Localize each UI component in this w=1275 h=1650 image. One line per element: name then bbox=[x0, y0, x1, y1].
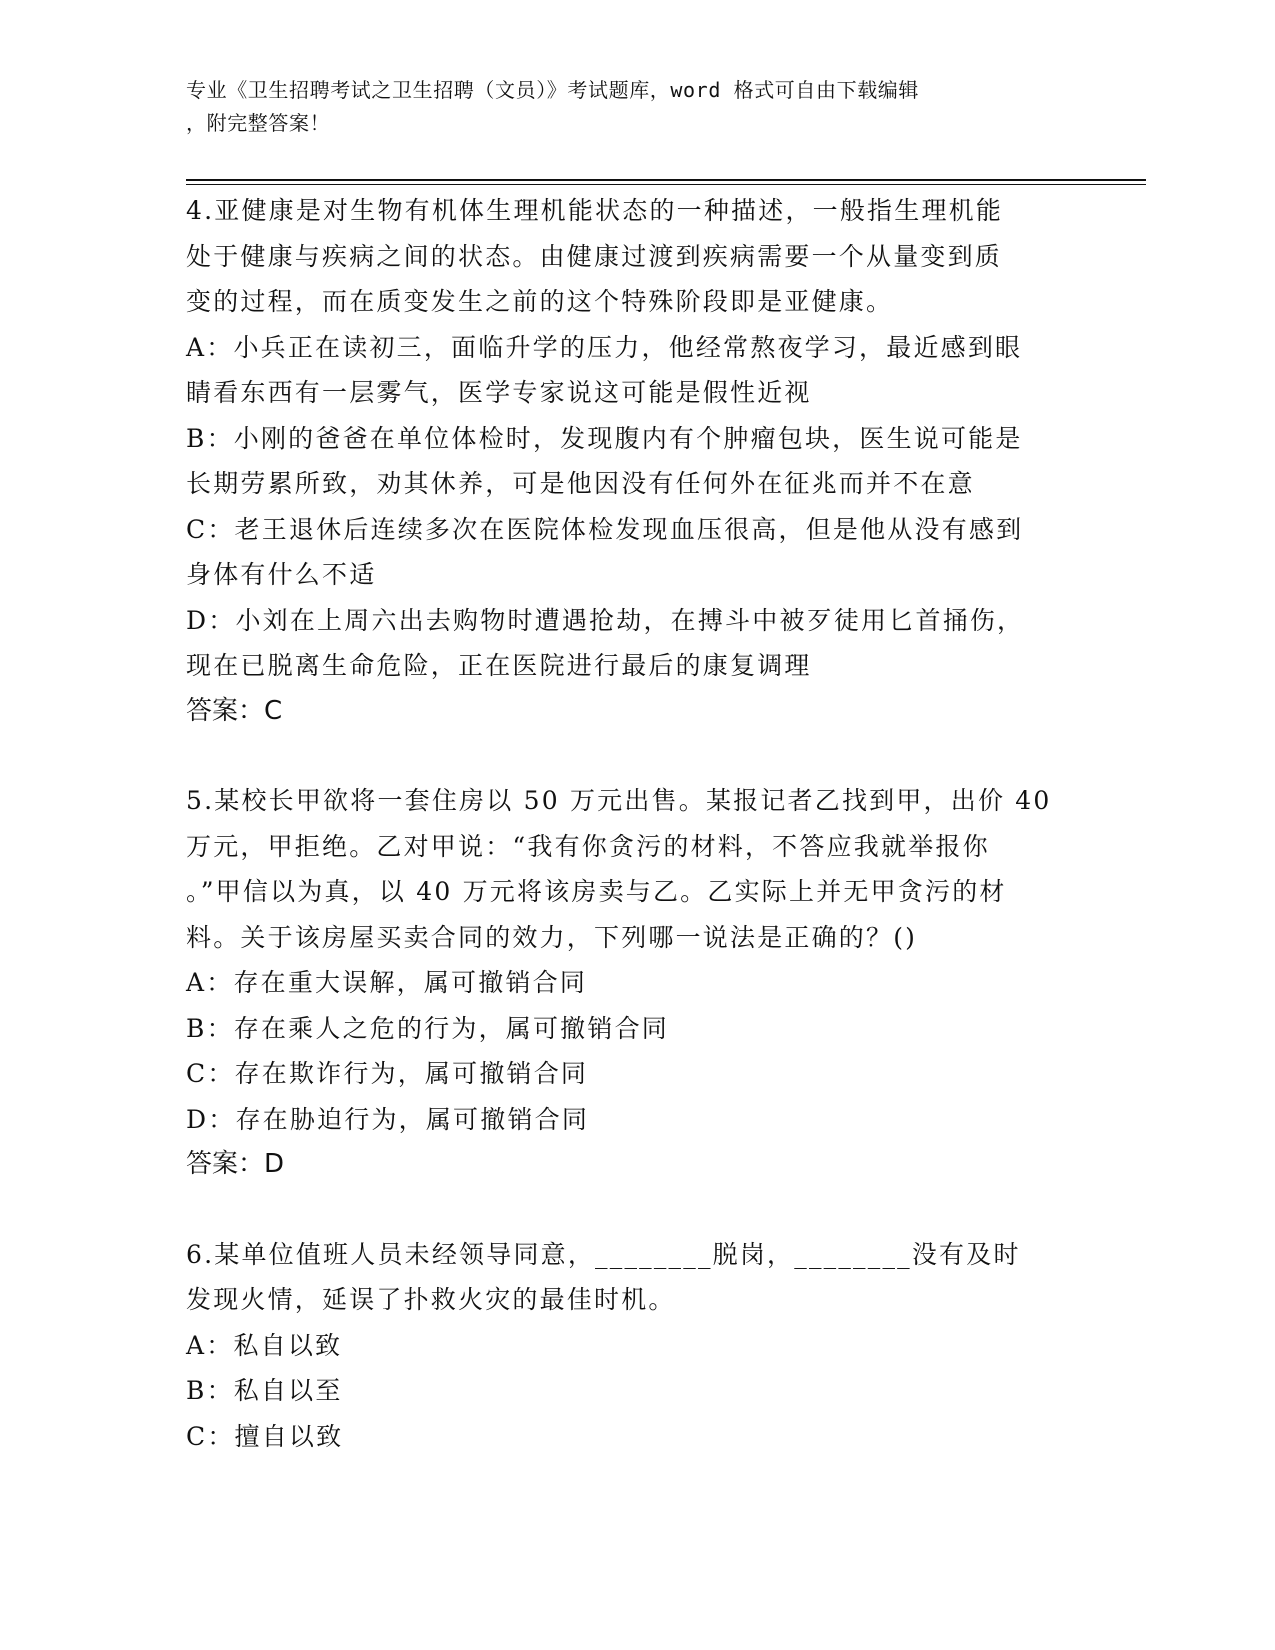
header-line: 专业《卫生招聘考试之卫生招聘（文员）》考试题库，word 格式可自由下载编辑 bbox=[186, 78, 920, 102]
option-d: D：小刘在上周六出去购物时遭遇抢劫，在搏斗中被歹徒用匕首捅伤， bbox=[186, 605, 1025, 635]
option-b: 长期劳累所致，劝其休养，可是他因没有任何外在征兆而并不在意 bbox=[186, 469, 975, 498]
option-c: 身体有什么不适 bbox=[186, 560, 377, 589]
question-stem: 发现火情，延误了扑救火灾的最佳时机。 bbox=[186, 1285, 676, 1314]
option-b: B：小刚的爸爸在单位体检时，发现腹内有个肿瘤包块，医生说可能是 bbox=[186, 423, 1023, 453]
option-c: C：擅自以致 bbox=[186, 1421, 344, 1451]
header-divider-thin bbox=[186, 184, 1146, 185]
question-stem: 变的过程，而在质变发生之前的这个特殊阶段即是亚健康。 bbox=[186, 287, 894, 316]
answer: 答案：C bbox=[186, 695, 283, 726]
question-stem: 。”甲信以为真，以 40 万元将该房卖与乙。乙实际上并无甲贪污的材 bbox=[186, 877, 1007, 906]
option-a: A：小兵正在读初三，面临升学的压力，他经常熬夜学习，最近感到眼 bbox=[186, 332, 1023, 362]
header-line: ，附完整答案！ bbox=[186, 111, 331, 135]
question-4 bbox=[186, 188, 1086, 734]
question-6 bbox=[186, 1232, 1086, 1460]
question-stem: 4.亚健康是对生物有机体生理机能状态的一种描述，一般指生理机能 bbox=[186, 196, 1004, 225]
option-b: B：存在乘人之危的行为，属可撤销合同 bbox=[186, 1013, 669, 1043]
option-b: B：私自以至 bbox=[186, 1376, 343, 1405]
answer: 答案：D bbox=[186, 1149, 285, 1179]
option-a: A：存在重大误解，属可撤销合同 bbox=[186, 968, 588, 997]
question-stem: 万元，甲拒绝。乙对甲说：“我有你贪污的材料，不答应我就举报你 bbox=[186, 831, 990, 861]
document-header bbox=[186, 74, 1086, 140]
option-d: 现在已脱离生命危险，正在医院进行最后的康复调理 bbox=[186, 651, 812, 680]
option-c: C：存在欺诈行为，属可撤销合同 bbox=[186, 1059, 589, 1088]
option-c: C：老王退休后连续多次在医院体检发现血压很高，但是他从没有感到 bbox=[186, 514, 1024, 544]
header-divider bbox=[186, 179, 1146, 181]
option-d: D：存在胁迫行为，属可撤销合同 bbox=[186, 1104, 590, 1134]
option-a: A：私自以致 bbox=[186, 1330, 343, 1360]
question-stem: 5.某校长甲欲将一套住房以 50 万元出售。某报记者乙找到甲，出价 40 bbox=[186, 786, 1052, 815]
question-list bbox=[186, 188, 1086, 1503]
question-stem: 处于健康与疾病之间的状态。由健康过渡到疾病需要一个从量变到质 bbox=[186, 241, 1003, 271]
question-stem: 料。关于该房屋买卖合同的效力，下列哪一说法是正确的？() bbox=[186, 922, 918, 952]
option-a: 睛看东西有一层雾气，医学专家说这可能是假性近视 bbox=[186, 378, 812, 407]
question-stem: 6.某单位值班人员未经领导同意，________脱岗，________没有及时 bbox=[186, 1239, 1021, 1269]
question-5 bbox=[186, 778, 1086, 1188]
